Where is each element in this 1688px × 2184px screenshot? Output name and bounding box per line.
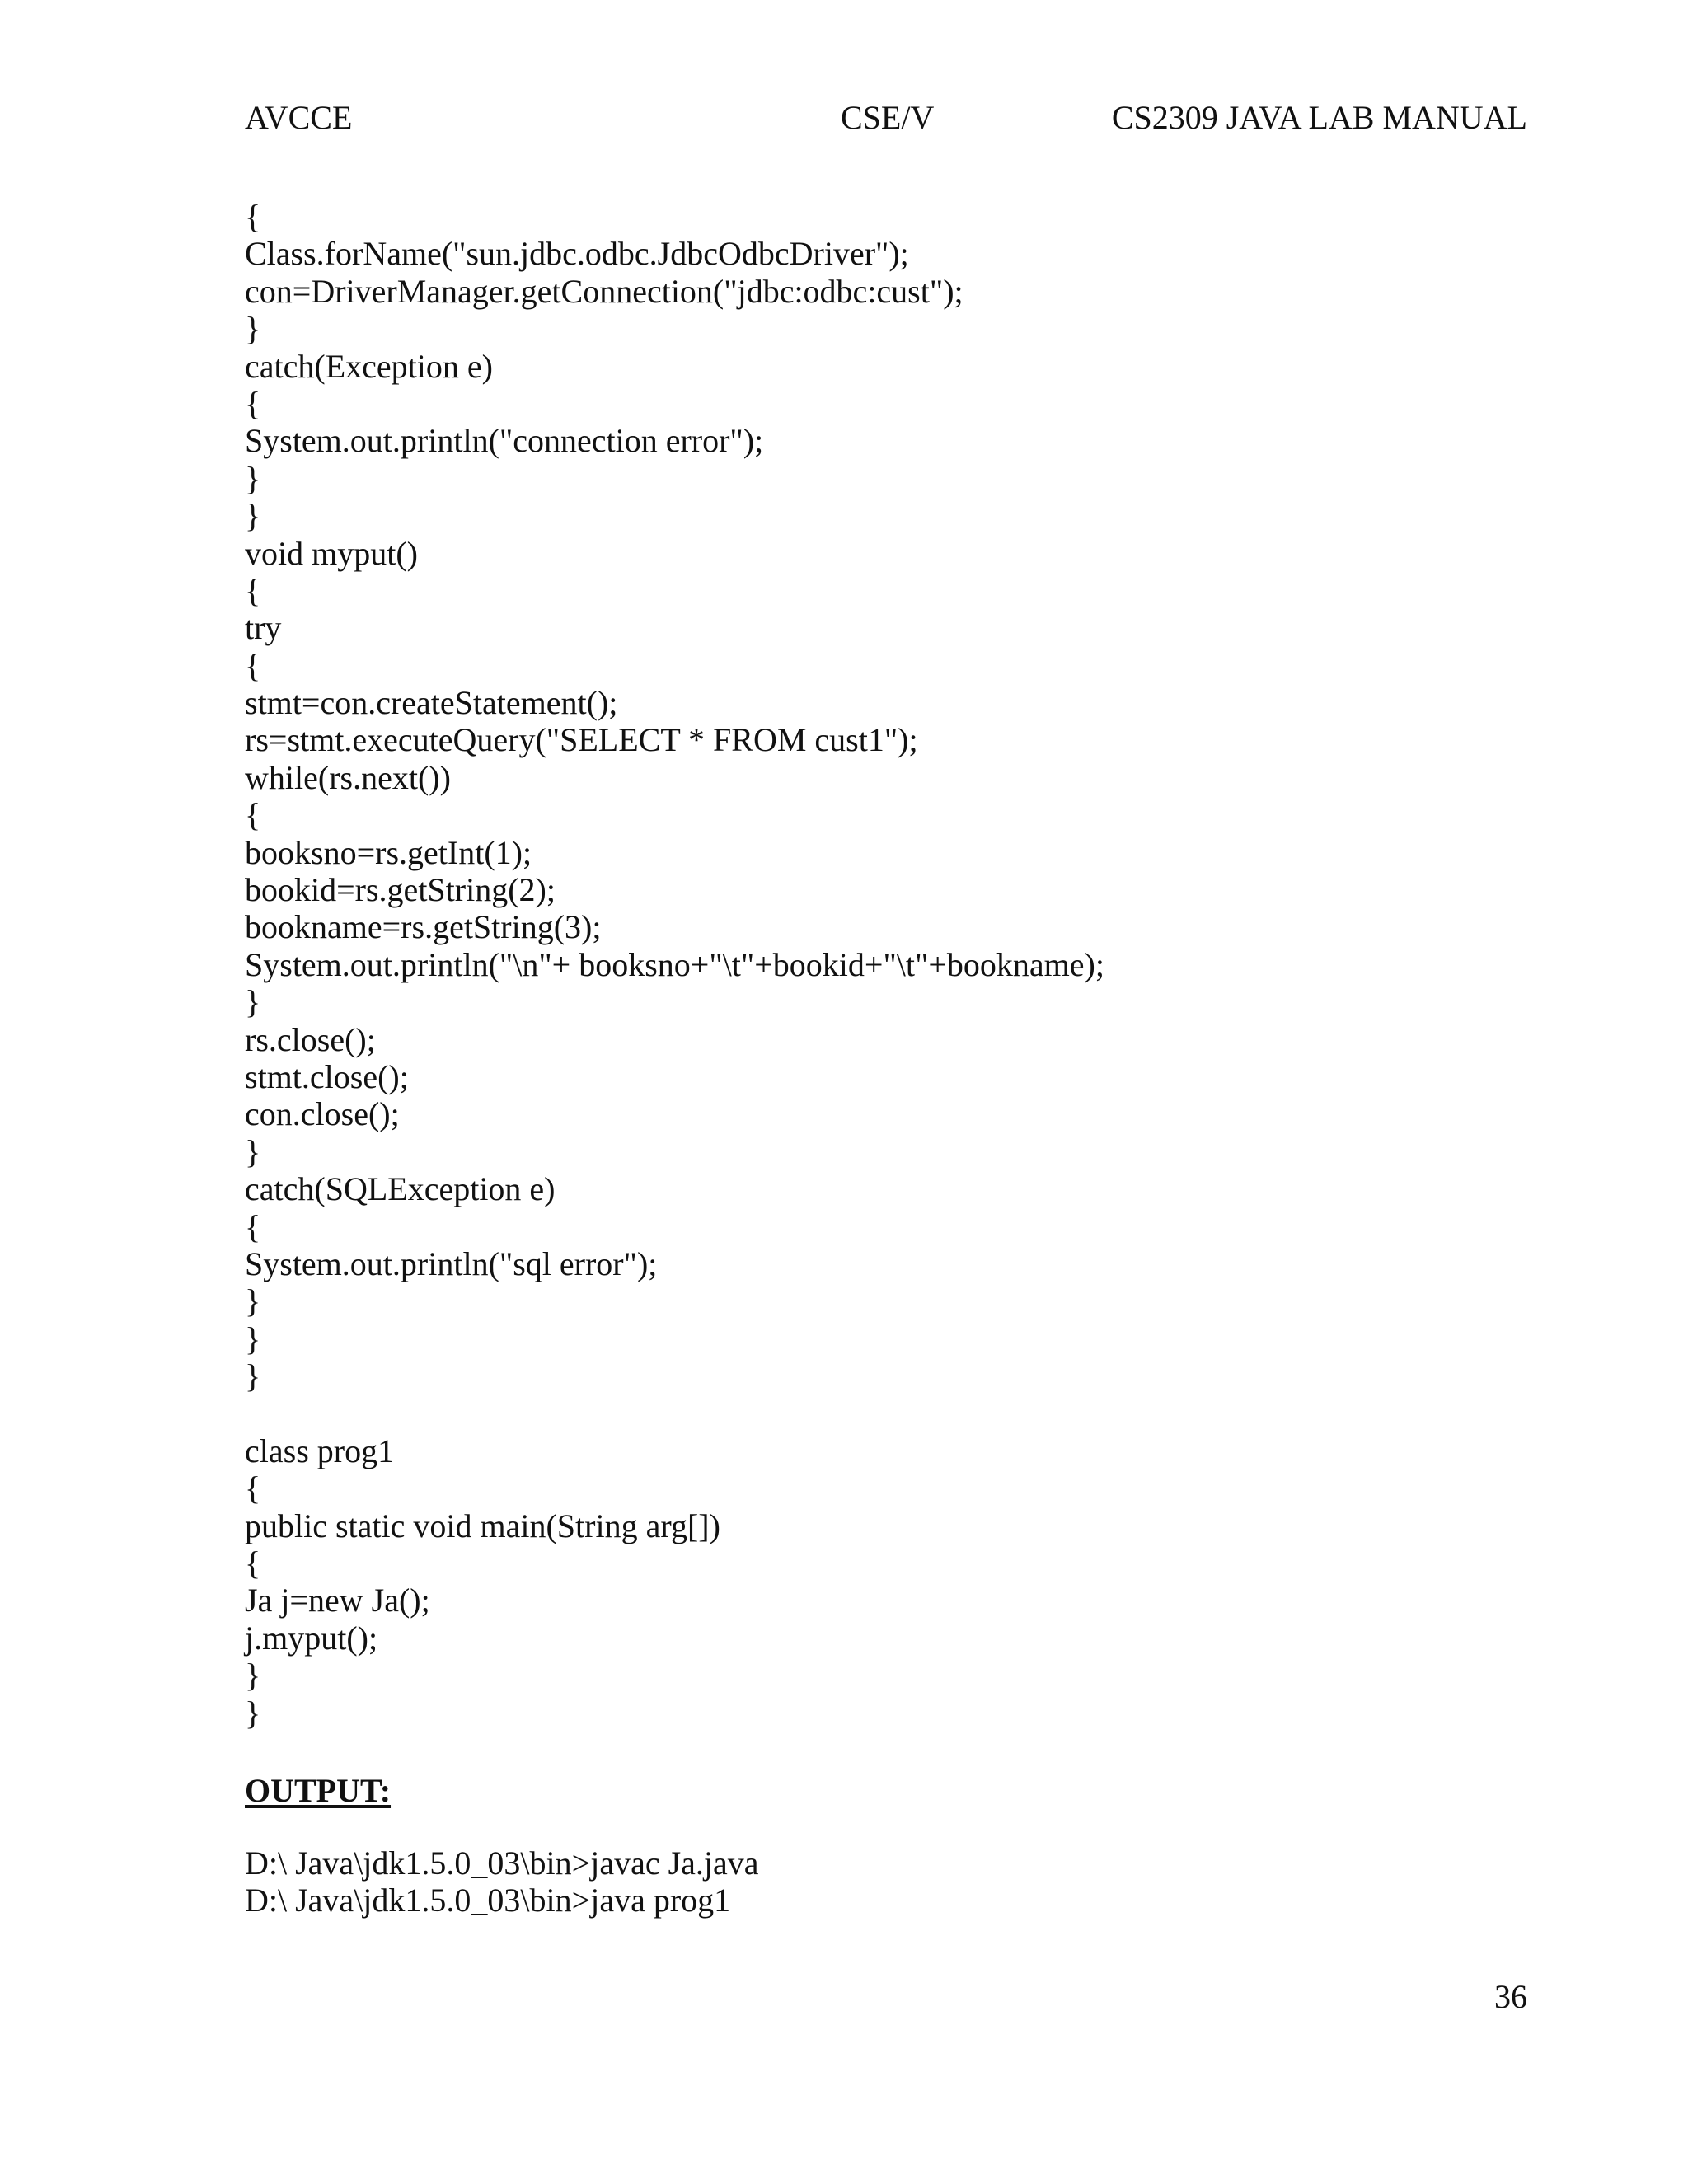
- code-line: }: [245, 1694, 261, 1732]
- code-line: {: [245, 198, 261, 235]
- output-heading: OUTPUT:: [245, 1772, 392, 1809]
- page-header: [245, 97, 1527, 138]
- code-line: stmt.close();: [245, 1057, 409, 1095]
- code-line: {: [245, 1469, 261, 1507]
- code-line: {: [245, 1207, 261, 1245]
- output-listing: [245, 1844, 759, 1919]
- code-line: }: [245, 1357, 261, 1395]
- code-line: }: [245, 983, 261, 1021]
- code-line: {: [245, 571, 261, 609]
- page-number: 36: [1494, 1978, 1527, 2015]
- code-line: }: [245, 1282, 261, 1320]
- code-line: j.myput();: [245, 1619, 378, 1657]
- code-line: }: [245, 497, 261, 535]
- code-listing: [245, 198, 1564, 1732]
- code-line: {: [245, 796, 261, 834]
- code-line: Ja j=new Ja();: [245, 1582, 430, 1619]
- code-line: catch(SQLException e): [245, 1170, 556, 1208]
- code-line: try: [245, 609, 282, 647]
- output-line: D:\ Java\jdk1.5.0_03\bin>javac Ja.java: [245, 1844, 759, 1882]
- code-line: {: [245, 384, 261, 422]
- code-line: {: [245, 646, 261, 684]
- code-line: bookid=rs.getString(2);: [245, 871, 556, 909]
- code-line: stmt=con.createStatement();: [245, 684, 618, 722]
- code-line: }: [245, 1657, 261, 1694]
- code-line: }: [245, 310, 261, 348]
- header-institution: AVCCE: [245, 99, 353, 136]
- code-line: while(rs.next()): [245, 758, 451, 796]
- code-line: con=DriverManager.getConnection("jdbc:odbc:cust");: [245, 272, 964, 310]
- code-line: System.out.println("connection error");: [245, 422, 764, 460]
- code-line: rs.close();: [245, 1020, 376, 1058]
- code-line: con.close();: [245, 1095, 400, 1133]
- code-line: [245, 1395, 1564, 1432]
- code-line: {: [245, 1544, 261, 1582]
- code-line: System.out.println("sql error");: [245, 1244, 658, 1282]
- code-line: public static void main(String arg[]): [245, 1507, 720, 1544]
- code-line: }: [245, 459, 261, 497]
- code-line: bookname=rs.getString(3);: [245, 908, 602, 946]
- output-line: D:\ Java\jdk1.5.0_03\bin>java prog1: [245, 1882, 731, 1919]
- code-line: void myput(): [245, 534, 418, 572]
- code-line: rs=stmt.executeQuery("SELECT * FROM cust1");: [245, 721, 918, 759]
- code-line: }: [245, 1132, 261, 1170]
- code-line: Class.forName("sun.jdbc.odbc.JdbcOdbcDriver");: [245, 235, 909, 273]
- code-line: System.out.println("\n"+ booksno+"\t"+bookid+"\t"+bookname);: [245, 945, 1104, 983]
- code-line: catch(Exception e): [245, 347, 493, 385]
- code-line: class prog1: [245, 1432, 395, 1469]
- code-line: }: [245, 1319, 261, 1357]
- code-line: booksno=rs.getInt(1);: [245, 833, 532, 871]
- header-manual-title: CS2309 JAVA LAB MANUAL: [1111, 99, 1527, 136]
- header-department: CSE/V: [841, 99, 935, 136]
